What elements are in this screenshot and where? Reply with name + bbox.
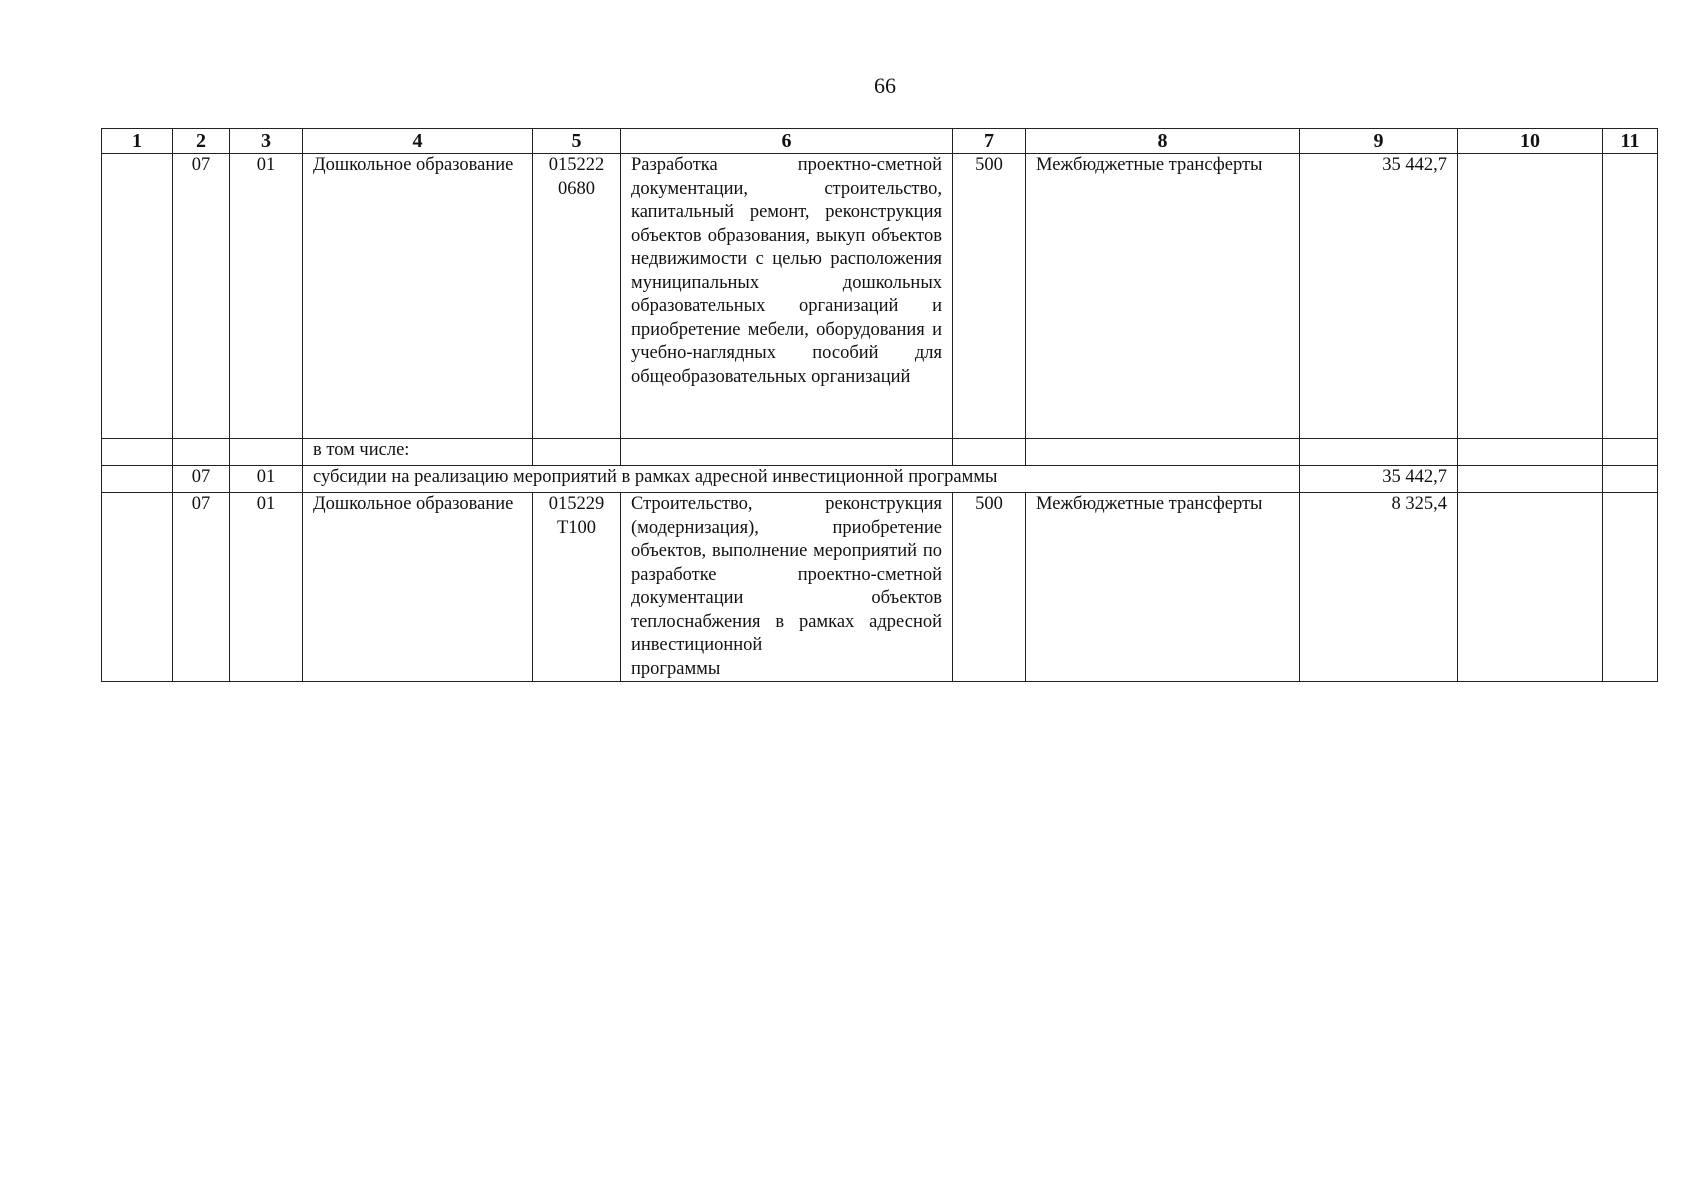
cell-col11: [1603, 493, 1658, 682]
table-row: [102, 466, 1658, 493]
cell-col10: [1458, 154, 1603, 439]
subsection-code: 01: [230, 154, 303, 439]
expense-type-code: 500: [953, 493, 1026, 682]
header-cell: 8: [1026, 129, 1300, 154]
subsection-code: 01: [230, 466, 303, 493]
subsection-code: 01: [230, 493, 303, 682]
header-cell: 1: [102, 129, 173, 154]
expense-description: [621, 493, 953, 682]
section-name: Дошкольное образование: [303, 154, 533, 439]
header-cell: 11: [1603, 129, 1658, 154]
cell-col1: [102, 154, 173, 439]
amount-value: 8 325,4: [1300, 493, 1458, 682]
target-code: [533, 154, 621, 439]
header-cell: 7: [953, 129, 1026, 154]
description-text: Разработка проектно-сметной документации, строительство, капитальный ремонт, реконструкция объектов образования, выкуп объектов недвижимости с целью расположения муниципальных дошкольных образовательных организаций и приобретение мебели, оборудования и учебно-наглядных пособий для: [631, 155, 942, 363]
cell-col10: [1458, 493, 1603, 682]
cell-col1: [102, 493, 173, 682]
target-code-part2: Т100: [556, 517, 597, 538]
expense-type-name: Межбюджетные трансферты: [1026, 154, 1300, 439]
budget-table: [101, 128, 1658, 682]
header-row: [102, 129, 1658, 154]
target-code-part1: 015229: [548, 494, 605, 514]
header-cell: 4: [303, 129, 533, 154]
expense-type-name: Межбюджетные трансферты: [1026, 493, 1300, 682]
cell-col11: [1603, 154, 1658, 439]
header-cell: 3: [230, 129, 303, 154]
header-cell: 6: [621, 129, 953, 154]
header-cell: 10: [1458, 129, 1603, 154]
table-row: [102, 439, 1658, 466]
section-code: 07: [173, 493, 230, 682]
section-code: 07: [173, 466, 230, 493]
table-row: [102, 154, 1658, 439]
header-cell: 9: [1300, 129, 1458, 154]
target-code-part2: 0680: [558, 178, 595, 199]
description-text: Строительство, реконструкция (модернизация), приобретение объектов, выполнение мероприятий по разработке проектно-сметной документации объектов теплоснабжения в рамках адресной инвестиционной: [631, 494, 942, 655]
description-last-line: общеобразовательных организаций: [631, 366, 911, 387]
section-code: 07: [173, 154, 230, 439]
table-row: [102, 493, 1658, 682]
including-label: в том числе:: [303, 439, 533, 466]
amount-value: 35 442,7: [1300, 466, 1458, 493]
subsidy-description: субсидии на реализацию мероприятий в рамках адресной инвестиционной программы: [303, 466, 1300, 493]
section-name: Дошкольное образование: [303, 493, 533, 682]
expense-type-code: 500: [953, 154, 1026, 439]
header-cell: 5: [533, 129, 621, 154]
target-code-part1: 015222: [548, 155, 605, 175]
amount-value: 35 442,7: [1300, 154, 1458, 439]
expense-description: [621, 154, 953, 439]
target-code: [533, 493, 621, 682]
page-number: 66: [874, 73, 896, 98]
header-cell: 2: [173, 129, 230, 154]
description-last-line: программы: [631, 658, 721, 679]
